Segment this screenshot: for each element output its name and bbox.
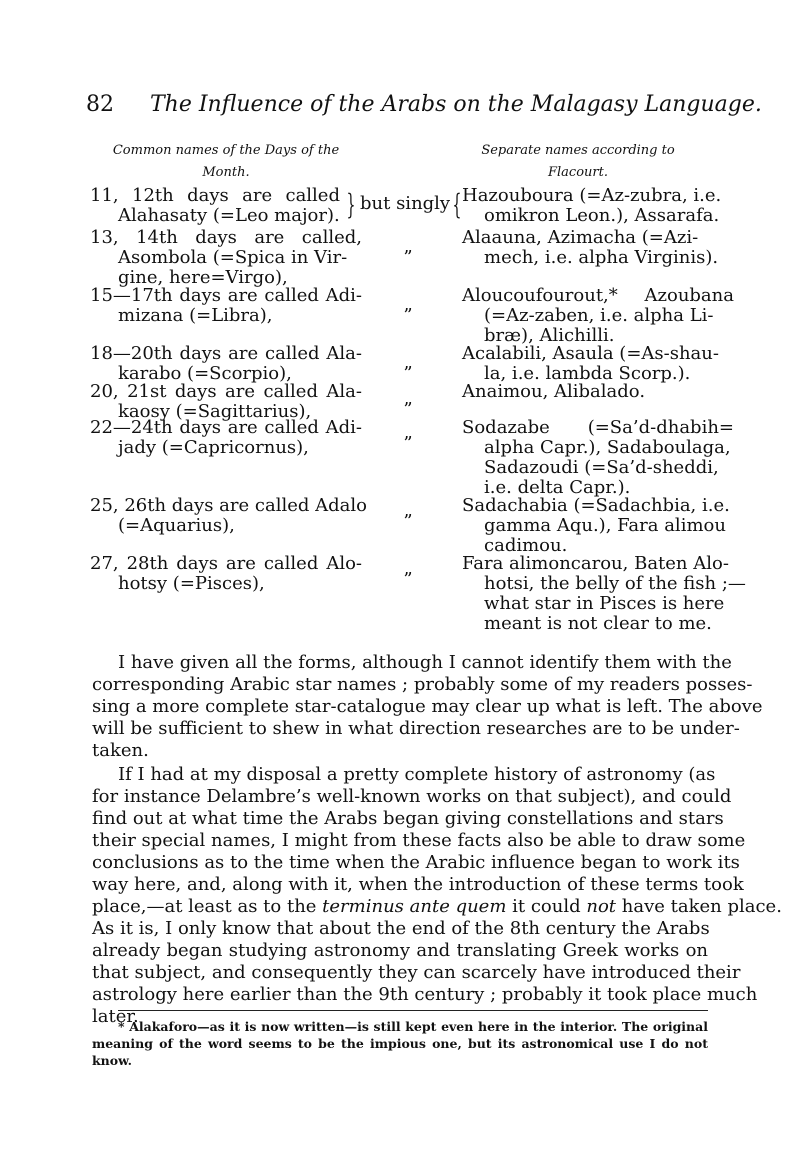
left-cell-line: karabo (=Scorpio), — [118, 363, 292, 384]
left-cell-line: Alahasaty (=Leo major). — [118, 205, 340, 226]
right-cell-line: la, i.e. lambda Scorp.). — [484, 363, 691, 384]
page-number: 82 — [86, 92, 114, 117]
right-cell-line: (=Az-zaben, i.e. alpha Li- — [484, 305, 714, 326]
left-cell-line: gine, here=Virgo), — [118, 267, 288, 288]
but-singly-label: but singly — [360, 193, 451, 214]
right-cell-line: Anaimou, Alibalado. — [462, 381, 646, 402]
paragraph-line: astrology here earlier than the 9th century ; probably it took place much — [92, 984, 758, 1005]
paragraph-line: already began studying astronomy and translating Greek works on — [92, 940, 708, 961]
left-cell-line: kaosy (=Sagittarius), — [118, 401, 312, 422]
italic-word: not — [586, 896, 617, 917]
right-cell-line: Aloucoufourout,* Azoubana — [462, 285, 734, 306]
paragraph-line: corresponding Arabic star names ; probably some of my readers posses- — [92, 674, 753, 695]
paragraph-line: conclusions as to the time when the Arabic influence began to work its — [92, 852, 740, 873]
brace-left: } — [346, 188, 356, 221]
ditto-mark: ” — [403, 433, 413, 454]
right-cell-line: gamma Aqu.), Fara alimou — [484, 515, 726, 536]
right-cell-line: Sadazoudi (=Sa’d-sheddi, — [484, 457, 719, 478]
paragraph-line — [92, 896, 782, 918]
paragraph-line: taken. — [92, 740, 149, 761]
right-cell-line: Sadachabia (=Sadachbia, i.e. — [462, 495, 730, 516]
paragraph-line: their special names, I might from these facts also be able to draw some — [92, 830, 746, 851]
right-column-heading — [478, 140, 678, 184]
right-cell-line: what star in Pisces is here — [484, 593, 725, 614]
left-heading-line: Month. — [202, 165, 250, 180]
ditto-mark: ” — [403, 363, 413, 384]
right-cell-line: Acalabili, Asaula (=As-shau- — [462, 343, 719, 364]
right-cell-line: meant is not clear to me. — [484, 613, 712, 634]
right-heading-line: Flacourt. — [548, 165, 608, 180]
page-header — [86, 92, 762, 122]
left-cell-line: (=Aquarius), — [118, 515, 235, 536]
left-cell-line: 13, 14th days are called, — [90, 227, 362, 248]
ditto-mark: ” — [403, 569, 413, 590]
footnote-rule — [118, 1010, 708, 1011]
paragraph-line: for instance Delambre’s well-known works on that subject), and could — [92, 786, 732, 807]
paragraph-line: sing a more complete star-catalogue may clear up what is left. The above — [92, 696, 763, 717]
left-cell-line: hotsy (=Pisces), — [118, 573, 265, 594]
ditto-mark: ” — [403, 305, 413, 326]
right-heading-line: Separate names according to — [481, 143, 675, 158]
right-cell-line: hotsi, the belly of the fish ;— — [484, 573, 746, 594]
left-cell-line: 15—17th days are called Adi- — [90, 285, 362, 306]
paragraph-line: I have given all the forms, although I cannot identify them with the — [118, 652, 732, 673]
right-cell-line: Hazouboura (=Az-zubra, i.e. — [462, 185, 722, 206]
paragraph-line: As it is, I only know that about the end of the 8th century the Arabs — [92, 918, 710, 939]
paragraph-line: that subject, and consequently they can scarcely have introduced their — [92, 962, 741, 983]
right-cell-line: omikron Leon.), Assarafa. — [484, 205, 720, 226]
right-cell-line: Alaauna, Azimacha (=Azi- — [462, 227, 699, 248]
left-cell-line: 27, 28th days are called Alo- — [90, 553, 362, 574]
left-cell-line: Asombola (=Spica in Vir- — [118, 247, 348, 268]
paragraph — [92, 764, 782, 1028]
left-cell-line: 25, 26th days are called Adalo — [90, 495, 367, 516]
footnote-line: * Alakaforo—as it is now written—is still kept even here in the interior. The original — [118, 1019, 708, 1034]
paragraph-line: way here, and, along with it, when the introduction of these terms took — [92, 874, 744, 895]
right-cell-line: alpha Capr.), Sadaboulaga, — [484, 437, 731, 458]
footnote — [92, 1018, 708, 1069]
ditto-mark: ” — [403, 247, 413, 268]
paragraph-line: If I had at my disposal a pretty complete history of astronomy (as — [118, 764, 716, 785]
right-cell-line: i.e. delta Capr.). — [484, 477, 631, 498]
paragraph — [92, 652, 763, 762]
left-cell-line: 20, 21st days are called Ala- — [90, 381, 362, 402]
paragraph-line: find out at what time the Arabs began giving constellations and stars — [92, 808, 724, 829]
running-title: The Influence of the Arabs on the Malagasy Language. — [150, 92, 762, 117]
text-run: have taken place. — [616, 896, 782, 917]
right-cell-line: bræ), Alichilli. — [484, 325, 615, 346]
italic-phrase: terminus ante quem — [322, 896, 507, 917]
brace-right: { — [452, 188, 462, 221]
right-cell-line: Fara alimoncarou, Baten Alo- — [462, 553, 729, 574]
paragraph-line: will be sufficient to shew in what direction researches are to be under- — [92, 718, 740, 739]
left-cell-line: 22—24th days are called Adi- — [90, 417, 362, 438]
right-cell-line: cadimou. — [484, 535, 568, 556]
right-cell-line: mech, i.e. alpha Virginis). — [484, 247, 719, 268]
left-cell-line: 18—20th days are called Ala- — [90, 343, 362, 364]
left-column-heading — [112, 140, 340, 184]
ditto-mark: ” — [403, 399, 413, 420]
text-run: it could — [506, 896, 587, 917]
right-cell-line: Sodazabe (=Sa’d-dhabih= — [462, 417, 734, 438]
left-cell-line: jady (=Capricornus), — [118, 437, 309, 458]
left-cell-line: 11, 12th days are called — [90, 185, 340, 206]
left-cell-line: mizana (=Libra), — [118, 305, 273, 326]
footnote-line: meaning of the word seems to be the impious one, but its astronomical use I do not — [92, 1036, 708, 1051]
text-run: place,—at least as to the — [92, 896, 323, 917]
footnote-line: know. — [92, 1053, 132, 1068]
paragraph-line: later. — [92, 1006, 139, 1027]
left-heading-line: Common names of the Days of the — [112, 143, 340, 158]
ditto-mark: ” — [403, 511, 413, 532]
